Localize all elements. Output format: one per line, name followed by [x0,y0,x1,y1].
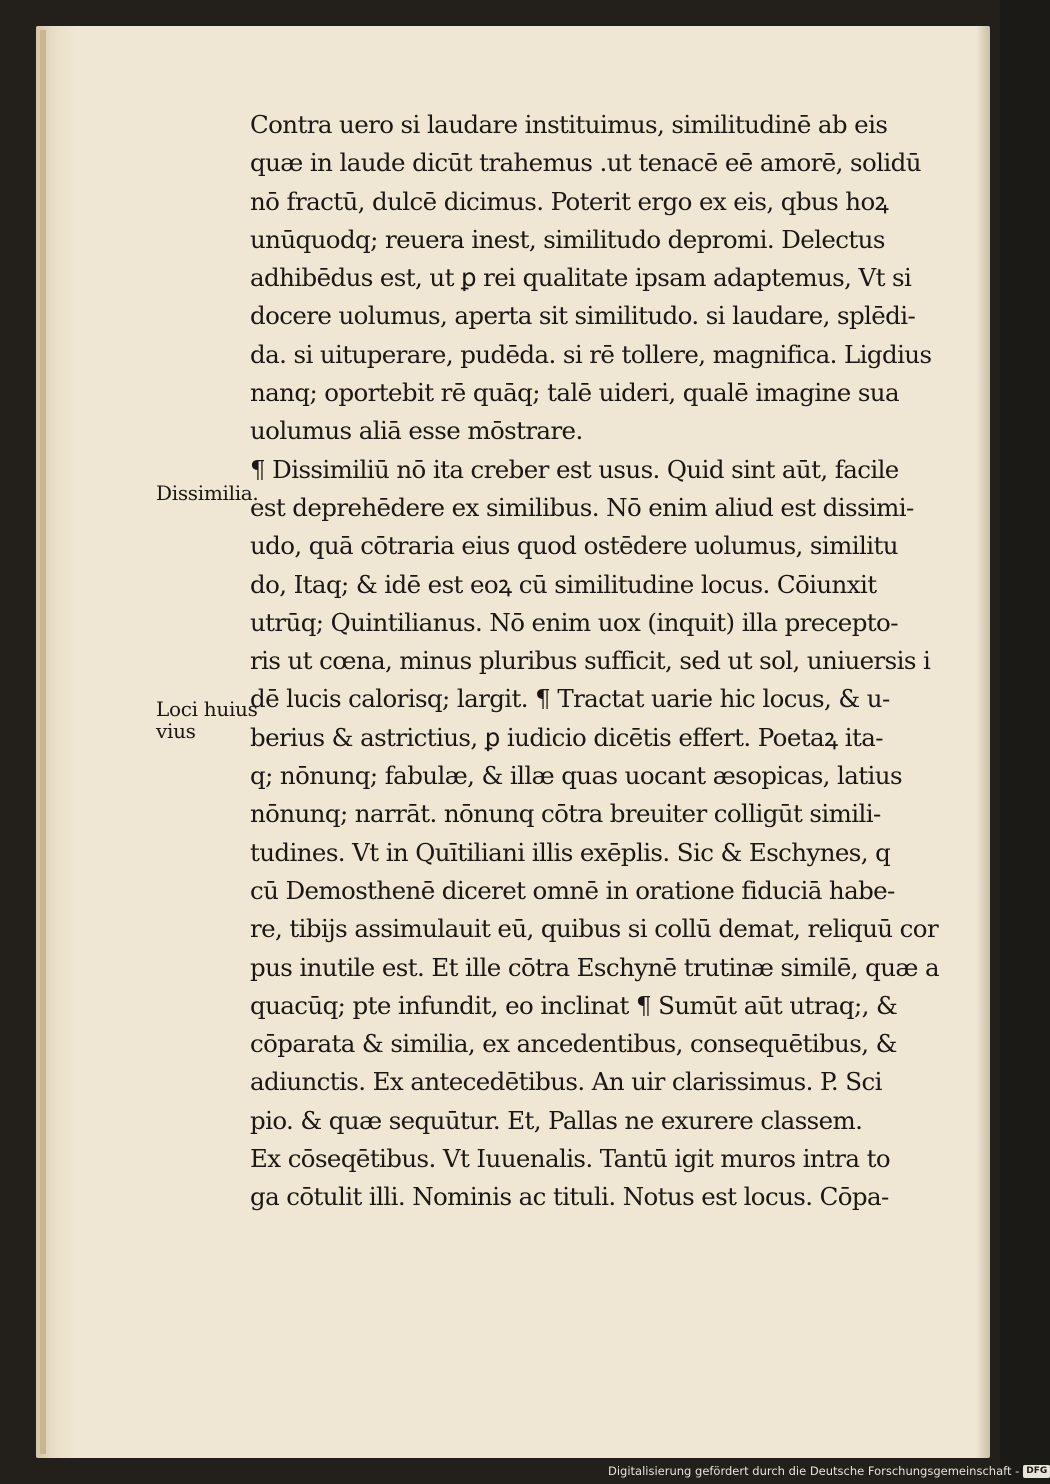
text-line: ris ut cœna, minus pluribus sufficit, sed ut sol, uniuersis i [250,646,931,676]
text-line: cōparata & similia, ex ancedentibus, consequētibus, & [250,1029,897,1059]
text-line: berius & astrictius, ꝑ iudicio dicētis effert. Poetaꝝ ita- [250,722,883,752]
text-line: nō fractū, dulcē dicimus. Poterit ergo ex eis, qbus hoꝝ [250,186,889,216]
margin-note-loci-huius [156,698,286,742]
text-line: est deprehēdere ex similibus. Nō enim aliud est dissimi- [250,492,914,522]
text-line: adhibēdus est, ut ꝑ rei qualitate ipsam adaptemus, Vt si [250,263,912,293]
text-line: udo, quā cōtraria eius quod ostēdere uolumus, similitu [250,531,898,561]
text-line: do, Itaq; & idē est eoꝝ cū similitudine locus. Cōiunxit [250,569,877,599]
text-line: da. si uituperare, pudēda. si rē tollere, magnifica. Ligdius [250,339,932,369]
text-line: cū Demosthenē diceret omnē in oratione fiduciā habe- [250,875,895,905]
margin-note-line: Loci huius [156,697,258,721]
text-line: nōnunq; narrāt. nōnunq cōtra breuiter colligūt simili- [250,799,881,829]
text-line: q; nōnunq; fabulæ, & illæ quas uocant æsopicas, latius [250,761,902,791]
text-line: unūquodq; reuera inest, similitudo depromi. Delectus [250,224,885,254]
digitization-credit [608,1462,1050,1480]
text-line: adiunctis. Ex antecedētibus. An uir clarissimus. P. Sci [250,1067,882,1097]
text-line: nanq; oportebit rē quāq; talē uideri, qualē imagine sua [250,378,899,408]
text-line: Contra uero si laudare instituimus, similitudinē ab eis [250,110,888,139]
text-line: ga cōtulit illi. Nominis ac tituli. Notus est locus. Cōpa- [250,1182,889,1212]
text-line: quæ in laude dicūt trahemus .ut tenacē eē amorē, solidū [250,148,921,178]
margin-note-dissimilia: Dissimilia. [156,481,259,505]
text-line: pio. & quæ sequūtur. Et, Pallas ne exurere classem. [250,1105,863,1135]
text-line: utrūq; Quintilianus. Nō enim uox (inquit) illa precepto- [250,607,898,637]
page-gutter-edge [40,30,46,1454]
text-line: tudines. Vt in Quītiliani illis exēplis. Sic & Eschynes, q [250,837,891,867]
main-text-column [250,106,939,1217]
text-line: dē lucis calorisq; largit. ¶ Tractat uarie hic locus, & u- [250,684,890,714]
text-line: Ex cōseqētibus. Vt Iuuenalis. Tantū igit muros intra to [250,1144,890,1174]
margin-note-line: vius [156,719,196,743]
text-line: docere uolumus, aperta sit similitudo. si laudare, splēdi- [250,301,916,331]
text-line: uolumus aliā esse mōstrare. [250,416,583,446]
text-line: quacūq; pte infundit, eo inclinat ¶ Sumūt aūt utraq;, & [250,990,898,1020]
text-line: re, tibijs assimulauit eū, quibus si collū demat, reliquū cor [250,914,939,944]
text-line: ¶ Dissimiliū nō ita creber est usus. Quid sint aūt, facile [250,454,899,484]
credit-text: Digitalisierung gefördert durch die Deutsche Forschungsgemeinschaft - [608,1464,1020,1478]
text-line: pus inutile est. Et ille cōtra Eschynē trutinæ similē, quæ a [250,952,939,982]
dfg-logo: DFG [1023,1465,1050,1478]
